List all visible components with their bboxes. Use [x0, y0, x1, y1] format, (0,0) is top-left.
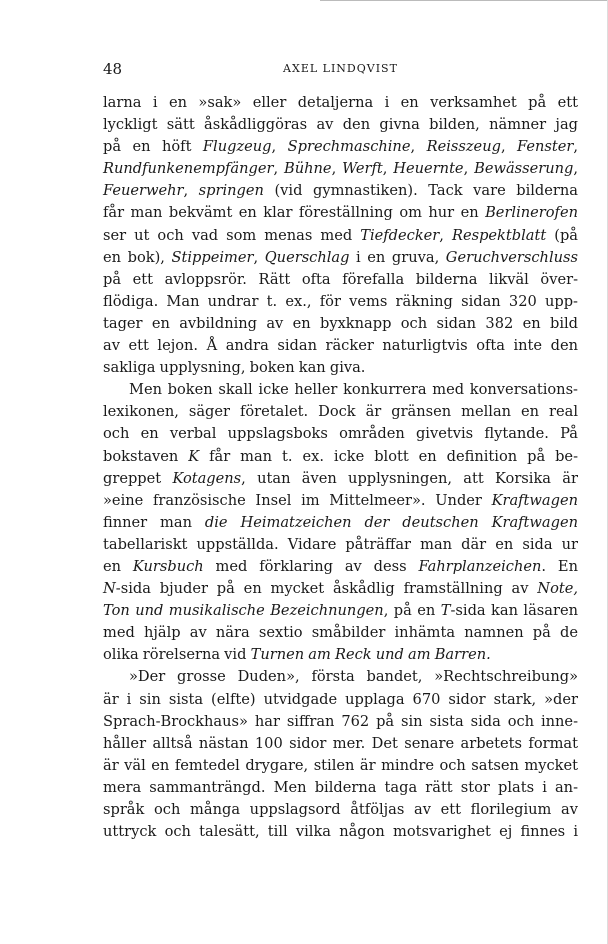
- text-line: »Der grosse Duden», första bandet, »Rechtschreibung»: [129, 668, 578, 686]
- text-line: på en höft Flugzeug, Sprechmaschine, Reisszeug, Fenster,: [103, 138, 579, 156]
- text-line: Sprach-Brockhaus» har siffran 762 på sin sista sida och inne-: [103, 712, 578, 730]
- text-line: håller alltså nästan 100 sidor mer. Det senare arbetets format: [103, 734, 578, 752]
- text-line: uttryck och talesätt, till vilka någon motsvarighet ej finnes i: [103, 823, 578, 841]
- text-line: larna i en »sak» eller detaljerna i en verksamhet på ett: [103, 94, 578, 111]
- text-line: lexikonen, säger företalet. Dock är gränsen mellan en real: [103, 403, 578, 421]
- text-line: olika rörelserna vid Turnen am Reck und am Barren.: [103, 646, 491, 664]
- text-line: en Kursbuch med förklaring av dess Fahrplanzeichen. En: [103, 557, 578, 575]
- text-line: av ett lejon. Å andra sidan räcker naturligtvis ofta inte den: [103, 337, 578, 355]
- text-line: är väl en femtedel drygare, stilen är mindre och satsen mycket: [103, 756, 578, 774]
- text-line: greppet Kotagens, utan även upplysningen, att Korsika är: [103, 469, 578, 487]
- text-line: språk och många uppslagsord åtföljas av ett florilegium av: [103, 801, 578, 818]
- text-line: Men boken skall icke heller konkurrera med konversations-: [129, 381, 578, 399]
- page-header: [103, 60, 578, 80]
- page-edge-top: [320, 0, 608, 1]
- text-line: lyckligt sätt åskådliggöras av den givna bilden, nämner jag: [103, 116, 578, 134]
- text-line: Feuerwehr, springen (vid gymnastiken). Tack vare bilderna: [103, 182, 578, 200]
- page-number: 48: [103, 60, 123, 78]
- text-line: tager en avbildning av en byxknapp och sidan 382 en bild: [103, 314, 578, 332]
- text-line: »eine französische Insel im Mittelmeer». Under Kraftwagen: [103, 491, 578, 509]
- text-line: Rundfunkenempfänger, Bühne, Werft, Heuernte, Bewässerung,: [103, 160, 579, 178]
- text-line: mera sammanträngd. Men bilderna taga rätt stor plats i an-: [103, 778, 578, 796]
- text-line: flödiga. Man undrar t. ex., för vems räkning sidan 320 upp-: [103, 292, 578, 310]
- text-line: med hjälp av nära sextio småbilder inhämta namnen på de: [103, 624, 578, 642]
- text-line: är i sin sista (elfte) utvidgade upplaga 670 sidor stark, »der: [103, 690, 578, 708]
- text-line: N-sida bjuder på en mycket åskådlig framställning av Note,: [103, 580, 578, 598]
- running-head: AXEL LINDQVIST: [283, 62, 398, 75]
- text-line: på ett avloppsrör. Rätt ofta förefalla bilderna likväl över-: [103, 270, 578, 288]
- text-line: tabellariskt uppställda. Vidare påträffar man där en sida ur: [103, 535, 578, 553]
- text-line: och en verbal uppslagsboks områden givetvis flytande. På: [103, 425, 578, 443]
- text-line: ser ut och vad som menas med Tiefdecker, Respektblatt (på: [103, 226, 578, 244]
- text-line: får man bekvämt en klar föreställning om hur en Berlinerofen: [103, 204, 578, 222]
- body-text: [103, 92, 578, 843]
- text-line: sakliga upplysning, boken kan giva.: [103, 359, 366, 377]
- text-line: Ton und musikalische Bezeichnungen, på en T-sida kan läsaren: [103, 602, 578, 620]
- text-line: en bok), Stippeimer, Querschlag i en gruva, Geruchverschluss: [103, 248, 579, 266]
- text-line: finner man die Heimatzeichen der deutschen Kraftwagen: [103, 513, 578, 531]
- text-line: bokstaven K får man t. ex. icke blott en definition på be-: [103, 447, 578, 465]
